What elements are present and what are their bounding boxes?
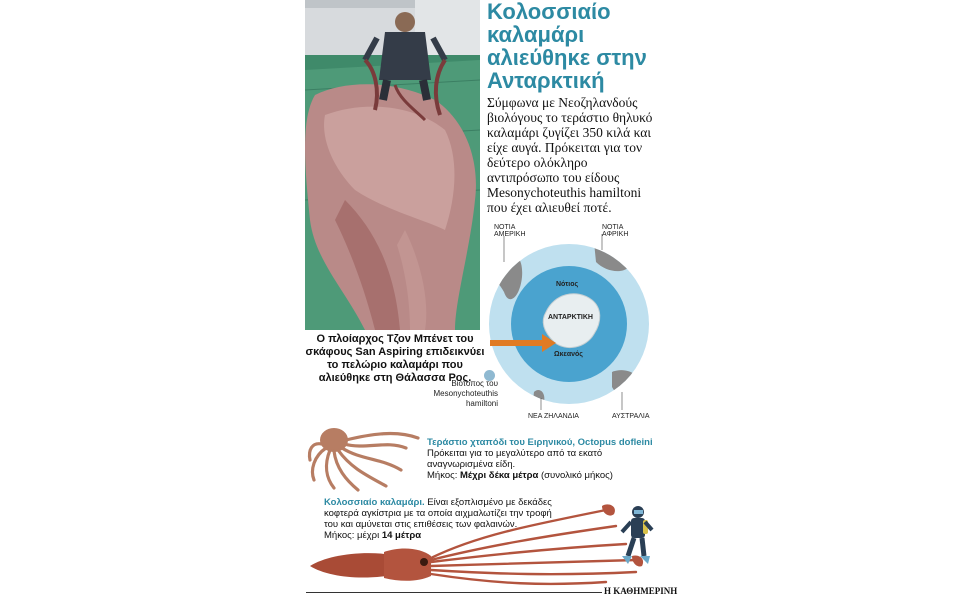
intro-text: Σύμφωνα με Νεοζηλανδούς βιολόγους το τεράστιο θηλυκό καλαμάρι ζυγίζει 350 κιλά και είχε αυγά. Πρόκειται για τον δεύτερο ολόκληρο αντιπρόσωπο του είδους Mesonychoteuthis hamiltoni που έχει αλιευθεί ποτέ. xyxy=(487,95,653,215)
antarctica-map xyxy=(484,222,659,422)
label-south-america-1: ΝΟΤΙΑ xyxy=(494,224,516,231)
octopus-desc: Πρόκειται για το μεγαλύτερο από τα εκατό αναγνωρισμένα είδη. xyxy=(427,448,603,470)
squid-length-value: 14 μέτρα xyxy=(381,530,422,541)
octopus-length xyxy=(427,470,657,481)
squid-block xyxy=(324,497,564,541)
habitat-legend-label: Βιότοπος του Mesonychoteuthis hamiltoni xyxy=(433,379,498,408)
australia-shape xyxy=(612,370,644,397)
label-south-africa-2: ΑΦΡΙΚΗ xyxy=(602,231,629,238)
squid-title: Κολοσσιαίο καλαμάρι. xyxy=(324,497,425,508)
label-notios: Νότιος xyxy=(556,281,579,288)
octopus-illustration xyxy=(306,420,424,492)
photo-illustration xyxy=(305,0,480,330)
label-south-africa-1: ΝΟΤΙΑ xyxy=(602,224,624,231)
squid-desc-line xyxy=(324,497,564,530)
octopus-length-value: Μέχρι δέκα μέτρα xyxy=(459,470,539,481)
squid-length-prefix: Μήκος: μέχρι xyxy=(324,530,382,541)
squid-desc: Είναι εξοπλισμένο με δεκάδες κοφτερά αγκίστρια με τα οποία αιχμαλωτίζει την τροφή του και αμύνεται στις επιθέσεις των φαλαινών. xyxy=(324,497,552,530)
label-new-zealand: ΝΕΑ ΖΗΛΑΝΔΙΑ xyxy=(528,413,579,420)
label-australia: ΑΥΣΤΡΑΛΙΑ xyxy=(612,413,650,420)
label-okeanos: Ωκεανός xyxy=(554,351,583,358)
newspaper-credit: Η ΚΑΘΗΜΕΡΙΝΗ xyxy=(604,586,678,596)
footer-rule xyxy=(306,592,602,593)
octopus-title: Τεράστιο χταπόδι του Ειρηνικού, Octopus dofleini xyxy=(427,437,653,448)
label-antarctica: ΑΝΤΑΡΚΤΙΚΗ xyxy=(548,314,593,321)
photo-caption: Ο πλοίαρχος Τζον Μπένετ του σκάφους San Aspiring επιδεικνύει το πελώριο καλαμάρι που αλιεύθηκε στη Θάλασσα Ρος. xyxy=(305,333,485,384)
octopus-length-suffix: (συνολικό μήκος) xyxy=(538,470,613,481)
octopus-length-prefix: Μήκος: xyxy=(427,470,460,481)
squid-photo xyxy=(305,0,480,330)
label-south-america-2: ΑΜΕΡΙΚΗ xyxy=(494,231,526,238)
headline: Κολοσσιαίο καλαμάρι αλιεύθηκε στην Ανταρκτική xyxy=(487,0,647,93)
octopus-block xyxy=(427,437,657,481)
diver-illustration xyxy=(614,504,658,566)
squid-length xyxy=(324,530,564,541)
